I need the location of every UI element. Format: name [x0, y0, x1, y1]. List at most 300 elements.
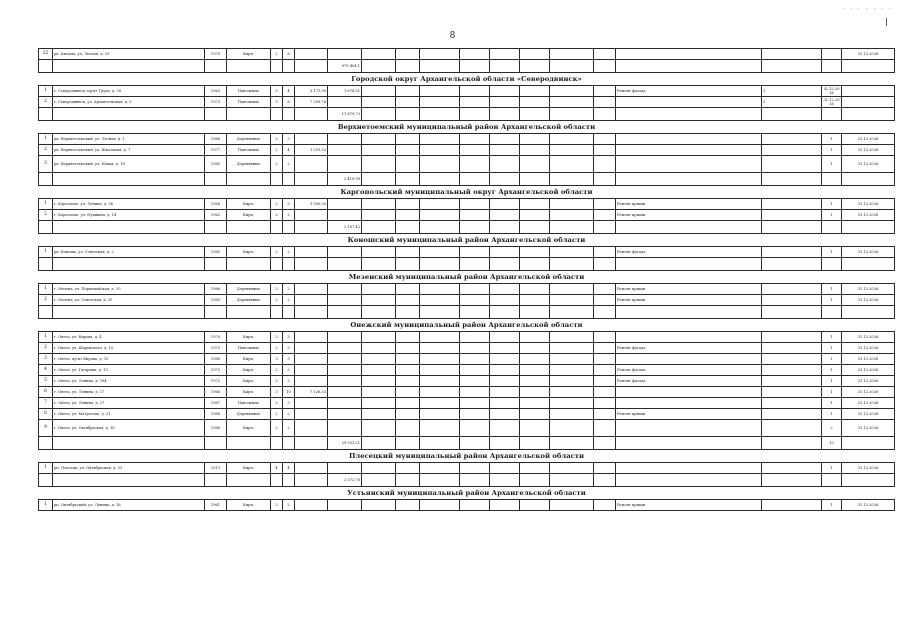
table-cell: Кирп. — [227, 500, 271, 511]
table-cell — [520, 332, 550, 343]
table-cell — [550, 284, 594, 295]
table-row — [39, 86, 895, 97]
table-cell — [460, 247, 490, 258]
table-cell: 2 — [283, 156, 295, 173]
table-cell — [460, 343, 490, 354]
table-cell: 1987 — [205, 398, 227, 409]
table-cell: 1 — [822, 284, 842, 295]
corner-marks: · · · · · · · — [842, 6, 893, 13]
table-row — [39, 97, 895, 108]
table-cell — [39, 474, 53, 487]
table-cell — [822, 49, 842, 60]
table-cell: 1 — [822, 295, 842, 306]
table-cell: 31.12.2026 — [842, 365, 895, 376]
table-cell — [520, 86, 550, 97]
table-cell — [328, 247, 362, 258]
table-cell: 1 — [39, 500, 53, 511]
table-cell: Ремонт фасада — [616, 343, 762, 354]
table-cell — [762, 284, 822, 295]
table-row — [39, 284, 895, 295]
table-cell — [362, 221, 396, 234]
table-cell: 1 676,51 — [328, 86, 362, 97]
table-cell — [762, 474, 822, 487]
table-cell — [520, 376, 550, 387]
table-cell — [550, 199, 594, 210]
table-cell: 3 — [283, 199, 295, 210]
table-cell: 1 031,32 — [295, 145, 328, 156]
table-cell — [762, 199, 822, 210]
table-cell — [362, 173, 396, 186]
table-cell — [283, 306, 295, 319]
table-cell — [295, 258, 328, 271]
table-cell — [420, 134, 460, 145]
table-cell — [550, 420, 594, 437]
table-cell — [616, 332, 762, 343]
table-cell — [616, 437, 762, 450]
table-cell: 2 572,70 — [328, 474, 362, 487]
table-cell — [295, 295, 328, 306]
table-cell: 8 — [39, 409, 53, 420]
section-title: Каргопольский муниципальный округ Архангельской области — [39, 186, 895, 199]
table-cell: 2 — [271, 247, 283, 258]
table-cell — [594, 306, 616, 319]
table-cell — [328, 306, 362, 319]
table-cell: 3 — [283, 354, 295, 365]
table-cell — [520, 134, 550, 145]
table-cell — [420, 221, 460, 234]
table-cell: 7 509,76 — [295, 97, 328, 108]
table-cell — [460, 376, 490, 387]
table-cell — [396, 86, 420, 97]
table-cell — [396, 474, 420, 487]
table-cell — [842, 86, 895, 97]
table-cell: 5 — [271, 97, 283, 108]
section-header-row — [39, 271, 895, 284]
table-cell — [594, 332, 616, 343]
section-header-row — [39, 319, 895, 332]
table-row — [39, 354, 895, 365]
table-cell — [362, 474, 396, 487]
table-cell — [550, 387, 594, 398]
table-cell: 3 — [283, 332, 295, 343]
table-cell — [762, 49, 822, 60]
table-cell: 31.12.2026 — [842, 376, 895, 387]
table-cell — [594, 156, 616, 173]
table-cell: 2 — [39, 343, 53, 354]
table-cell: Панельные — [227, 398, 271, 409]
table-cell — [328, 156, 362, 173]
table-cell: 1977 — [205, 145, 227, 156]
table-cell — [295, 284, 328, 295]
table-cell — [328, 258, 362, 271]
table-cell: 31.12.2026 — [842, 295, 895, 306]
table-cell: 29 931,21 — [328, 437, 362, 450]
section-header-row — [39, 186, 895, 199]
table-cell — [420, 86, 460, 97]
table-cell: 1985 — [205, 156, 227, 173]
table-cell: 31.12.2026 — [842, 500, 895, 511]
table-cell — [616, 463, 762, 474]
table-cell — [842, 108, 895, 121]
table-cell: 8 — [283, 97, 295, 108]
table-cell: 1 — [822, 500, 842, 511]
table-cell — [396, 343, 420, 354]
table-cell — [396, 409, 420, 420]
table-cell — [295, 500, 328, 511]
table-cell — [295, 437, 328, 450]
table-cell: 31.12.2026 — [842, 247, 895, 258]
table-cell: 1968 — [205, 387, 227, 398]
table-cell: 3 171,99 — [295, 86, 328, 97]
table-cell — [490, 343, 520, 354]
table-cell — [520, 156, 550, 173]
table-cell — [328, 284, 362, 295]
table-cell — [362, 284, 396, 295]
table-cell — [362, 145, 396, 156]
table-cell: г. Онега, ул. Матросова, д. 21 — [53, 409, 205, 420]
table-cell: г. Онега, ул. Шаревского, д. 10 — [53, 343, 205, 354]
table-cell — [490, 409, 520, 420]
table-cell: Деревянные — [227, 284, 271, 295]
table-cell: 11 879,73 — [328, 108, 362, 121]
table-cell: Деревянные — [227, 134, 271, 145]
table-cell: 2 — [271, 156, 283, 173]
table-cell — [762, 210, 822, 221]
table-cell: 3 — [271, 354, 283, 365]
table-cell — [205, 258, 227, 271]
table-cell — [762, 354, 822, 365]
table-cell — [396, 145, 420, 156]
table-cell: Ремонт крыши — [616, 409, 762, 420]
table-cell: Ремонт крыши — [616, 210, 762, 221]
table-cell — [520, 97, 550, 108]
table-cell — [283, 258, 295, 271]
table-cell — [362, 247, 396, 258]
table-cell — [520, 463, 550, 474]
table-cell — [822, 60, 842, 73]
table-cell: 31.12.2026 — [842, 332, 895, 343]
table-cell — [396, 134, 420, 145]
table-cell — [842, 60, 895, 73]
table-cell: Деревянные — [227, 409, 271, 420]
table-cell: 2 — [271, 398, 283, 409]
table-row — [39, 247, 895, 258]
table-cell — [205, 173, 227, 186]
table-cell — [616, 173, 762, 186]
table-cell — [520, 210, 550, 221]
table-cell: Кирп. — [227, 365, 271, 376]
table-cell — [460, 474, 490, 487]
table-cell — [295, 376, 328, 387]
table-cell — [762, 221, 822, 234]
table-cell — [460, 332, 490, 343]
table-cell — [460, 86, 490, 97]
table-cell — [396, 49, 420, 60]
table-cell — [616, 134, 762, 145]
table-cell — [295, 398, 328, 409]
table-cell — [550, 134, 594, 145]
table-cell — [594, 108, 616, 121]
table-cell: 1983 — [205, 295, 227, 306]
table-cell — [328, 365, 362, 376]
table-cell — [520, 295, 550, 306]
table-cell: 31.12.2026 — [842, 420, 895, 437]
table-cell: 7 — [39, 398, 53, 409]
table-cell — [550, 86, 594, 97]
table-cell: 2 — [271, 49, 283, 60]
table-cell — [594, 474, 616, 487]
table-cell — [295, 108, 328, 121]
table-cell: 31.12.2026 — [842, 463, 895, 474]
table-cell — [490, 247, 520, 258]
table-cell — [550, 60, 594, 73]
table-cell — [822, 306, 842, 319]
section-title: Устьянский муниципальный район Архангельской области — [39, 487, 895, 500]
table-cell: Ремонт крыши — [616, 199, 762, 210]
table-cell: Панельные — [227, 86, 271, 97]
table-cell — [762, 343, 822, 354]
table-cell — [362, 437, 396, 450]
table-cell: Панельные — [227, 145, 271, 156]
table-cell — [490, 199, 520, 210]
table-cell — [460, 284, 490, 295]
table-cell — [283, 60, 295, 73]
table-cell: 1970 — [205, 332, 227, 343]
table-cell: 4 — [283, 463, 295, 474]
table-cell: 1 — [822, 376, 842, 387]
table-cell — [490, 258, 520, 271]
table-cell: 31.12.2026 — [842, 409, 895, 420]
table-cell — [396, 463, 420, 474]
table-cell — [396, 398, 420, 409]
table-cell — [420, 306, 460, 319]
table-cell: 1 — [39, 332, 53, 343]
section-header-row — [39, 234, 895, 247]
table-cell — [594, 145, 616, 156]
table-cell — [205, 474, 227, 487]
table-cell: Кирп. — [227, 49, 271, 60]
table-cell — [490, 295, 520, 306]
table-cell — [520, 354, 550, 365]
table-cell — [460, 210, 490, 221]
table-cell — [490, 332, 520, 343]
table-cell: 3 — [283, 134, 295, 145]
table-cell — [396, 306, 420, 319]
table-cell — [283, 173, 295, 186]
table-cell — [842, 474, 895, 487]
table-cell: Кирп. — [227, 354, 271, 365]
table-cell — [396, 210, 420, 221]
table-cell — [295, 134, 328, 145]
table-cell — [842, 258, 895, 271]
table-cell — [420, 398, 460, 409]
table-cell — [842, 437, 895, 450]
table-cell — [616, 97, 762, 108]
table-cell — [490, 284, 520, 295]
table-cell — [271, 474, 283, 487]
table-cell: 22 — [39, 49, 53, 60]
table-cell: 2 — [271, 134, 283, 145]
table-cell — [822, 173, 842, 186]
table-cell: 2 — [39, 295, 53, 306]
table-cell: 1 — [822, 247, 842, 258]
table-cell — [762, 500, 822, 511]
table-cell: 2 — [271, 332, 283, 343]
table-cell — [53, 173, 205, 186]
table-cell: 1 — [822, 343, 842, 354]
table-cell — [460, 258, 490, 271]
table-cell — [271, 108, 283, 121]
table-cell — [362, 354, 396, 365]
table-cell — [762, 365, 822, 376]
table-cell — [520, 409, 550, 420]
table-cell — [227, 108, 271, 121]
table-cell: рп. Верхнетоемский, ул. Новая, д. 18 — [53, 156, 205, 173]
table-cell: 31.12.2026 — [842, 49, 895, 60]
table-cell: 1 — [39, 463, 53, 474]
table-cell — [520, 247, 550, 258]
table-cell: 1985 — [205, 247, 227, 258]
table-cell: 31.12.2026 — [842, 387, 895, 398]
table-cell — [295, 463, 328, 474]
table-cell — [616, 420, 762, 437]
table-cell — [520, 398, 550, 409]
table-cell — [295, 354, 328, 365]
table-cell — [460, 354, 490, 365]
table-cell — [520, 500, 550, 511]
section-header-row — [39, 73, 895, 86]
table-cell — [420, 156, 460, 173]
table-cell — [550, 145, 594, 156]
table-cell — [362, 332, 396, 343]
table-cell — [271, 306, 283, 319]
table-cell — [283, 474, 295, 487]
table-cell — [420, 474, 460, 487]
table-cell: 2 — [283, 247, 295, 258]
table-cell — [490, 474, 520, 487]
table-cell — [594, 258, 616, 271]
table-cell: 1 — [822, 156, 842, 173]
table-cell: Кирп. — [227, 420, 271, 437]
table-cell — [550, 49, 594, 60]
section-title: Городской округ Архангельской области «Северодвинск» — [39, 73, 895, 86]
table-cell: 4 — [283, 86, 295, 97]
table-cell — [295, 49, 328, 60]
table-cell — [460, 49, 490, 60]
table-cell — [550, 343, 594, 354]
subtotal-row — [39, 173, 895, 186]
table-cell — [362, 156, 396, 173]
table-cell: 31.12.2026 — [842, 134, 895, 145]
table-cell — [520, 365, 550, 376]
table-cell: 2 — [283, 420, 295, 437]
table-cell: Ремонт фасада — [616, 86, 762, 97]
table-cell: 2 — [762, 97, 822, 108]
table-cell — [362, 108, 396, 121]
table-cell — [762, 60, 822, 73]
table-cell — [283, 108, 295, 121]
table-cell: 2 — [283, 210, 295, 221]
section-header-row — [39, 450, 895, 463]
table-cell: г. Северодвинск, пр-кт Труда, д. 28 — [53, 86, 205, 97]
table-cell: 1986 — [205, 409, 227, 420]
table-cell — [550, 108, 594, 121]
table-cell — [762, 145, 822, 156]
table-row — [39, 500, 895, 511]
table-cell — [460, 398, 490, 409]
table-row — [39, 295, 895, 306]
table-cell — [328, 500, 362, 511]
table-cell — [396, 295, 420, 306]
table-cell — [460, 306, 490, 319]
table-cell — [53, 108, 205, 121]
table-cell — [39, 258, 53, 271]
table-cell — [420, 49, 460, 60]
table-cell: 3 — [271, 387, 283, 398]
table-cell — [490, 221, 520, 234]
table-cell — [420, 420, 460, 437]
table-cell — [420, 332, 460, 343]
table-cell — [362, 60, 396, 73]
table-cell: Кирп. — [227, 332, 271, 343]
table-cell — [842, 221, 895, 234]
table-cell — [420, 199, 460, 210]
table-cell: 979 404,1 — [328, 60, 362, 73]
table-cell: 2 419,99 — [328, 173, 362, 186]
table-cell: 31.12.2026 — [842, 199, 895, 210]
table-cell — [520, 258, 550, 271]
table-cell — [205, 108, 227, 121]
table-cell — [295, 306, 328, 319]
table-cell: 4 — [283, 145, 295, 156]
table-cell — [594, 354, 616, 365]
table-cell: г. Онега, ул. Ленина, д. 184 — [53, 376, 205, 387]
table-cell: г. Онега, ул. Кирова, д. 4 — [53, 332, 205, 343]
table-cell — [227, 221, 271, 234]
table-cell: Кирп. — [227, 376, 271, 387]
table-cell: 31.12.2026 — [842, 156, 895, 173]
table-cell — [616, 49, 762, 60]
table-cell: 2 — [271, 210, 283, 221]
table-cell — [490, 437, 520, 450]
table-row — [39, 145, 895, 156]
table-cell — [396, 376, 420, 387]
table-cell — [295, 156, 328, 173]
table-cell — [227, 306, 271, 319]
table-cell: 1968 — [205, 199, 227, 210]
table-cell — [362, 210, 396, 221]
table-cell — [39, 108, 53, 121]
table-cell — [460, 199, 490, 210]
table-cell — [520, 437, 550, 450]
table-cell — [762, 463, 822, 474]
table-cell — [420, 145, 460, 156]
table-cell — [362, 295, 396, 306]
table-cell — [460, 60, 490, 73]
table-row — [39, 376, 895, 387]
table-cell — [616, 306, 762, 319]
table-cell: 31.12.2026 — [823, 97, 840, 106]
table-cell — [420, 258, 460, 271]
table-row — [39, 199, 895, 210]
table-cell — [271, 60, 283, 73]
table-cell — [396, 97, 420, 108]
table-cell — [328, 332, 362, 343]
table-cell: Кирп. — [227, 199, 271, 210]
table-cell — [762, 258, 822, 271]
table-cell — [490, 97, 520, 108]
table-cell — [362, 97, 396, 108]
